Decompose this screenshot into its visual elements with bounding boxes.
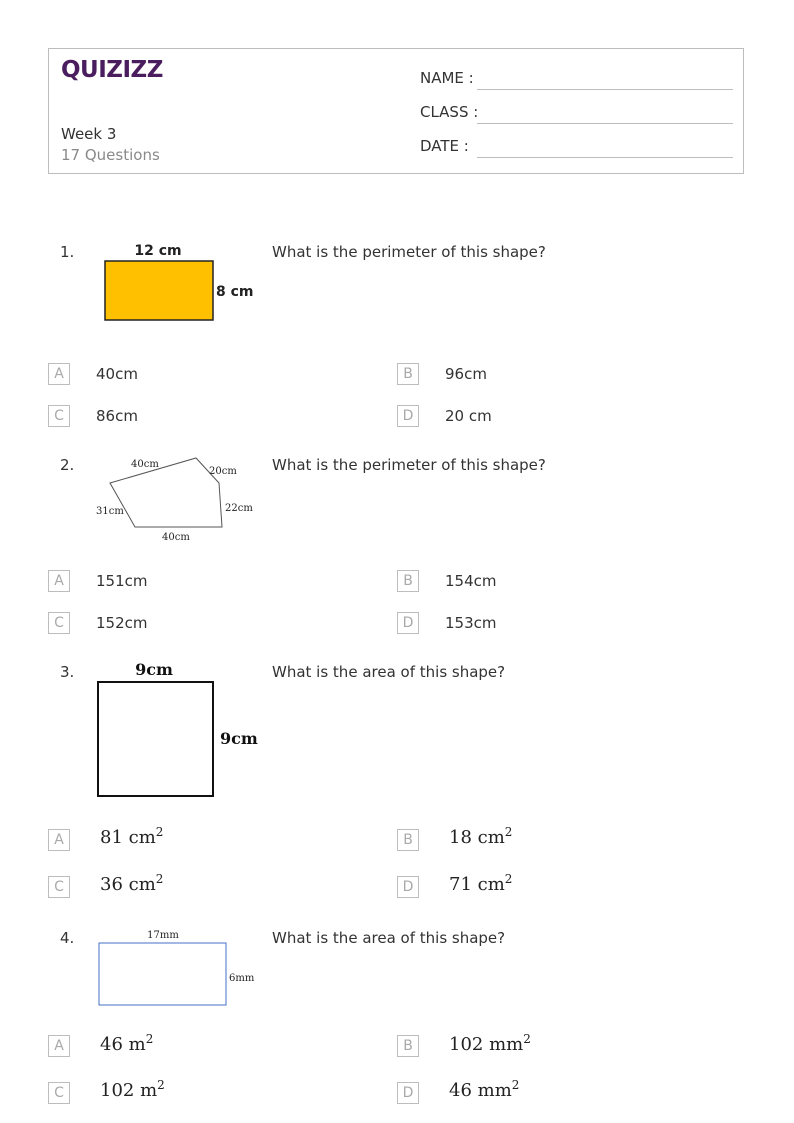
name-label: NAME : [420, 69, 474, 87]
edge-label-top: 40cm [131, 459, 159, 470]
option-b-text[interactable]: 154cm [445, 572, 497, 590]
class-field[interactable] [477, 123, 733, 124]
option-c-letter[interactable]: C [48, 405, 70, 427]
option-d-letter[interactable]: D [397, 876, 419, 898]
rectangle-shape [99, 943, 226, 1005]
question-1-figure [96, 238, 266, 328]
option-b-letter[interactable]: B [397, 570, 419, 592]
option-a-letter[interactable]: A [48, 1035, 70, 1057]
option-c-letter[interactable]: C [48, 1082, 70, 1104]
pentagon-shape [110, 458, 222, 527]
option-a-text[interactable]: 151cm [96, 572, 148, 590]
option-a-text[interactable]: 81 $cm^2$ [100, 825, 164, 848]
option-d-text[interactable]: 46 $mm^2$ [449, 1078, 520, 1101]
option-b-letter[interactable]: B [397, 1035, 419, 1057]
option-b-letter[interactable]: B [397, 829, 419, 851]
question-number: 4. [60, 929, 75, 947]
option-d-letter[interactable]: D [397, 1082, 419, 1104]
option-d-letter[interactable]: D [397, 612, 419, 634]
option-c-text[interactable]: 86cm [96, 407, 138, 425]
edge-label-left: 31cm [96, 506, 124, 517]
date-label: DATE : [420, 137, 469, 155]
option-a-text[interactable]: 40cm [96, 365, 138, 383]
option-a-letter[interactable]: A [48, 570, 70, 592]
edge-label-bottom: 40cm [162, 532, 190, 543]
rectangle-shape [105, 261, 213, 320]
option-a-letter[interactable]: A [48, 829, 70, 851]
option-b-text[interactable]: 96cm [445, 365, 487, 383]
side-length-label: 6mm [229, 973, 255, 984]
question-text: What is the perimeter of this shape? [272, 243, 546, 261]
question-4-figure [96, 925, 266, 1010]
option-d-letter[interactable]: D [397, 405, 419, 427]
question-text: What is the area of this shape? [272, 663, 506, 681]
question-3-figure [94, 656, 264, 801]
question-number: 2. [60, 456, 75, 474]
edge-label-right: 22cm [225, 503, 253, 514]
option-c-text[interactable]: 102 $m^2$ [100, 1078, 165, 1101]
option-c-letter[interactable]: C [48, 612, 70, 634]
worksheet-header [48, 48, 744, 174]
option-c-text[interactable]: 36 $cm^2$ [100, 872, 164, 895]
top-length-label: 17mm [147, 930, 179, 941]
top-length-label: 12 cm [134, 243, 182, 259]
question-number: 3. [60, 663, 75, 681]
option-a-text[interactable]: 46 $m^2$ [100, 1032, 154, 1055]
option-b-text[interactable]: 18 $cm^2$ [449, 825, 513, 848]
name-field[interactable] [477, 89, 733, 90]
square-shape [98, 682, 213, 796]
side-length-label: 9cm [220, 729, 258, 748]
question-text: What is the area of this shape? [272, 929, 506, 947]
question-2-figure [94, 453, 264, 545]
option-d-text[interactable]: 153cm [445, 614, 497, 632]
question-text: What is the perimeter of this shape? [272, 456, 546, 474]
option-c-letter[interactable]: C [48, 876, 70, 898]
option-d-text[interactable]: 20 cm [445, 407, 492, 425]
question-count: 17 Questions [61, 146, 160, 164]
edge-label-upper-right: 20cm [209, 466, 237, 477]
option-b-text[interactable]: 102 $mm^2$ [449, 1032, 531, 1055]
option-a-letter[interactable]: A [48, 363, 70, 385]
option-d-text[interactable]: 71 $cm^2$ [449, 872, 513, 895]
side-length-label: 8 cm [216, 284, 254, 300]
option-c-text[interactable]: 152cm [96, 614, 148, 632]
option-b-letter[interactable]: B [397, 363, 419, 385]
question-number: 1. [60, 243, 75, 261]
class-label: CLASS : [420, 103, 479, 121]
worksheet-title: Week 3 [61, 125, 117, 143]
date-field[interactable] [477, 157, 733, 158]
quizizz-logo: QUIZIZZ [61, 57, 163, 83]
top-length-label: 9cm [135, 660, 173, 679]
